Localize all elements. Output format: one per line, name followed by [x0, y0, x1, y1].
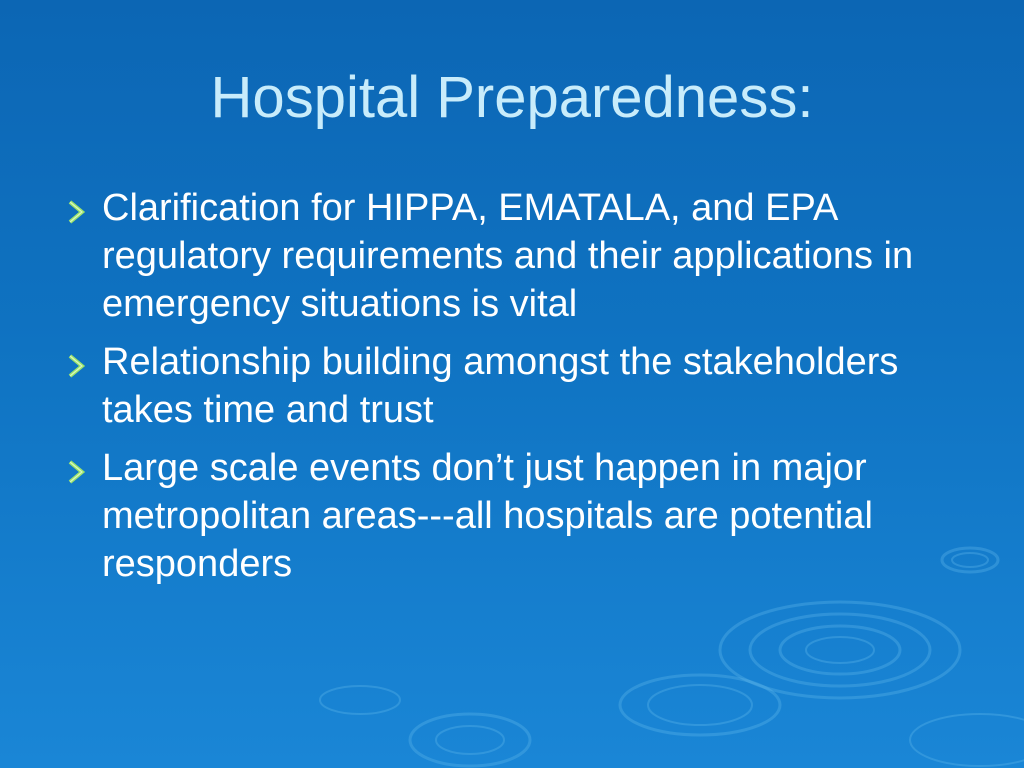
- bullet-text: Clarification for HIPPA, EMATALA, and EPA regulatory requirements and their applications in emergency situations is vital: [102, 187, 914, 325]
- bullet-text: Large scale events don’t just happen in major metropolitan areas---all hospitals are potential responders: [102, 447, 873, 585]
- bullet-list: [62, 184, 922, 598]
- bullet-item: [62, 184, 922, 328]
- bullet-item: [62, 444, 922, 588]
- chevron-right-icon: [64, 199, 90, 225]
- slide-title: Hospital Preparedness:: [210, 65, 814, 130]
- bullet-item: [62, 338, 922, 434]
- bullet-text: Relationship building amongst the stakeholders takes time and trust: [102, 341, 899, 431]
- chevron-right-icon: [64, 459, 90, 485]
- chevron-right-icon: [64, 353, 90, 379]
